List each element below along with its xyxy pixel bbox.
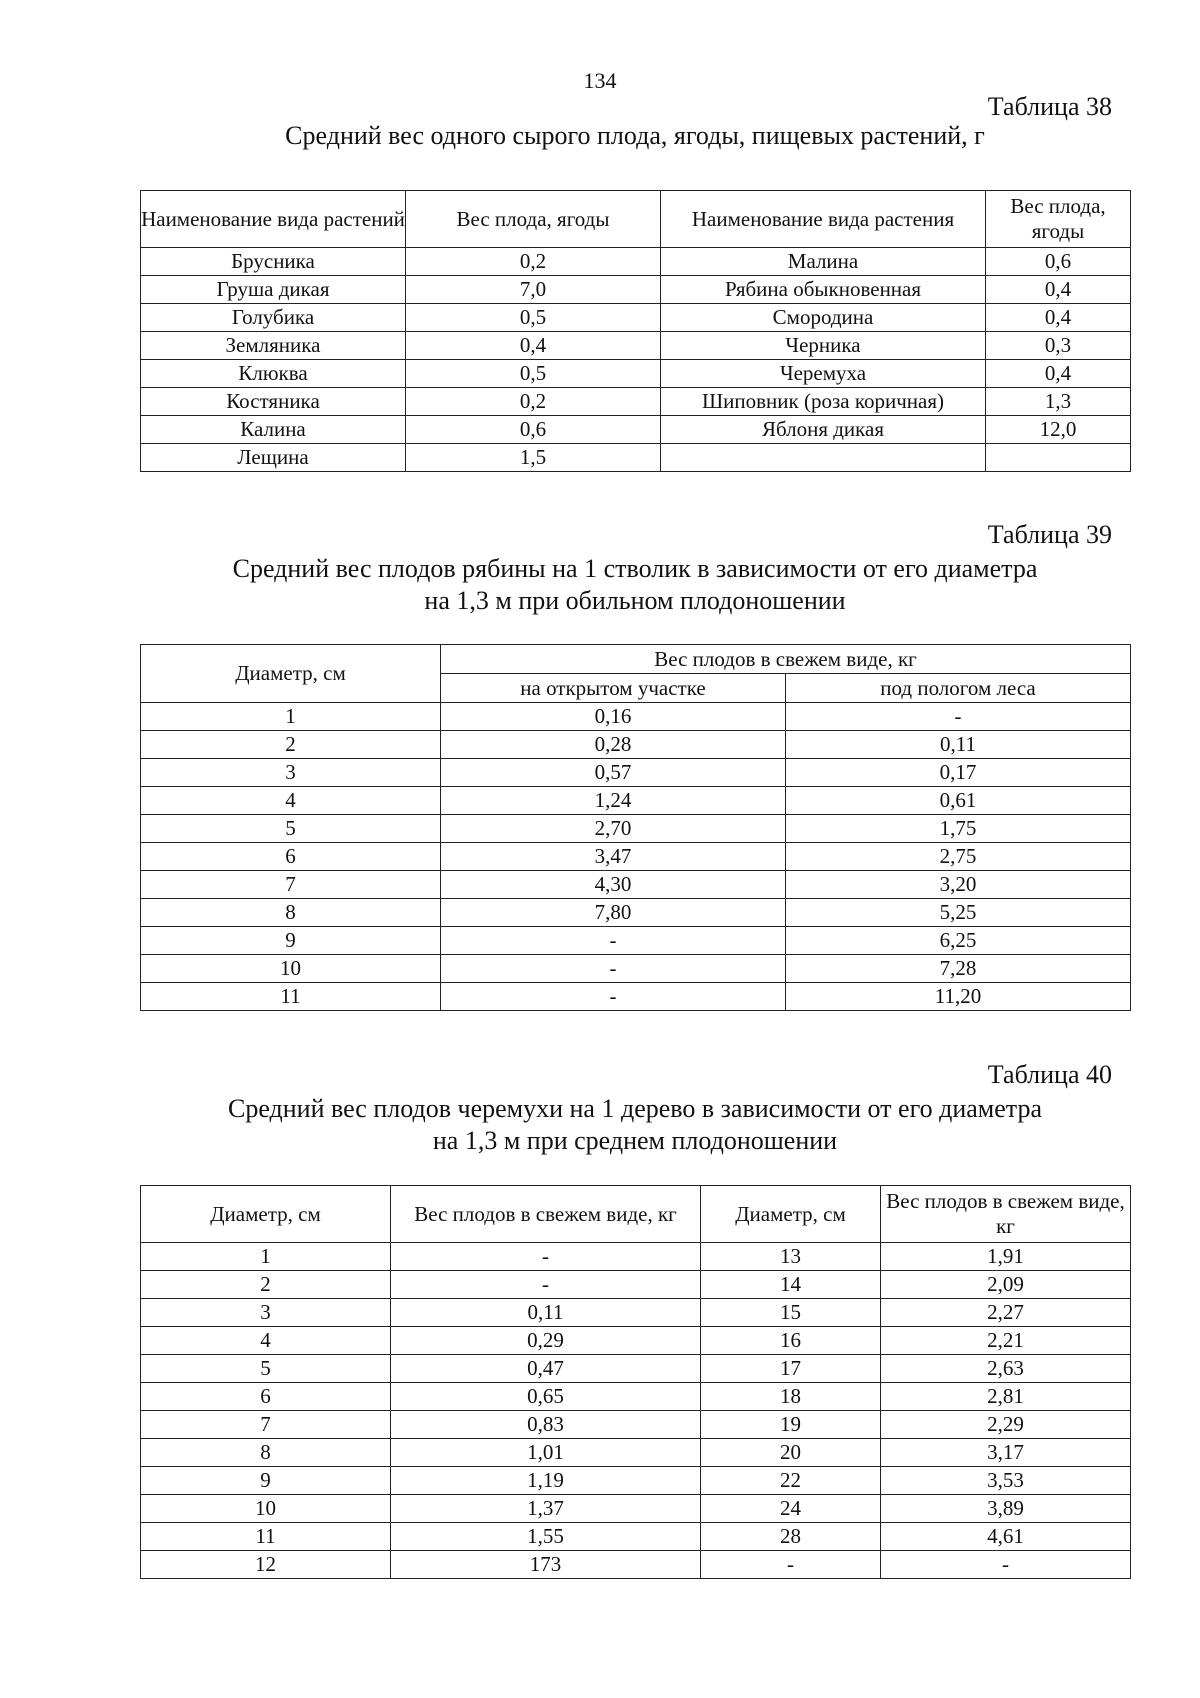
table-cell: Малина xyxy=(661,248,986,276)
table-cell: 28 xyxy=(701,1523,881,1551)
table-cell: 3,53 xyxy=(881,1467,1131,1495)
table-cell: 0,47 xyxy=(391,1355,701,1383)
table-cell: - xyxy=(701,1551,881,1579)
table-cell: 2,81 xyxy=(881,1383,1131,1411)
table-cell: 0,6 xyxy=(986,248,1131,276)
table-cell: 12,0 xyxy=(986,416,1131,444)
header-cell: Вес плода, ягоды xyxy=(986,191,1131,248)
table-cell: Голубика xyxy=(141,304,406,332)
table-cell: 9 xyxy=(141,1467,391,1495)
table-cell: 3,20 xyxy=(786,871,1131,899)
table-row xyxy=(141,248,1131,276)
table-row xyxy=(141,1495,1131,1523)
table-cell: Яблоня дикая xyxy=(661,416,986,444)
table-row xyxy=(141,1523,1131,1551)
table-row xyxy=(141,871,1131,899)
header-cell: Наименование вида растений xyxy=(141,191,406,248)
table-cell: 2,70 xyxy=(441,815,786,843)
header-cell: на открытом участке xyxy=(441,674,786,703)
table-cell: 0,4 xyxy=(986,304,1131,332)
table-row xyxy=(141,332,1131,360)
table-cell: Шиповник (роза коричная) xyxy=(661,388,986,416)
table-cell: 0,2 xyxy=(406,248,661,276)
table-cell: - xyxy=(391,1271,701,1299)
table-cell: - xyxy=(441,927,786,955)
table-cell: 0,17 xyxy=(786,759,1131,787)
table-cell: 3,89 xyxy=(881,1495,1131,1523)
table-cell: 12 xyxy=(141,1551,391,1579)
table-cell: 0,5 xyxy=(406,304,661,332)
caption-line: на 1,3 м при обильном плодоношении xyxy=(424,586,846,615)
table-cell: Груша дикая xyxy=(141,276,406,304)
table-cell: 1,24 xyxy=(441,787,786,815)
table-row xyxy=(141,843,1131,871)
table-cell: 173 xyxy=(391,1551,701,1579)
table-cell: 2,29 xyxy=(881,1411,1131,1439)
table-39-label: Таблица 39 xyxy=(987,520,1112,549)
table-cell: 0,16 xyxy=(441,703,786,731)
table-cell: 11,20 xyxy=(786,983,1131,1011)
table-cell xyxy=(661,444,986,472)
table-row xyxy=(141,416,1131,444)
table-cell: 0,61 xyxy=(786,787,1131,815)
table-40-caption xyxy=(140,1093,1130,1157)
table-cell: 1,3 xyxy=(986,388,1131,416)
table-cell: 17 xyxy=(701,1355,881,1383)
table-cell: 22 xyxy=(701,1467,881,1495)
table-cell: 1 xyxy=(141,703,441,731)
table-cell: Смородина xyxy=(661,304,986,332)
header-cell: Диаметр, см xyxy=(701,1186,881,1243)
table-row xyxy=(141,983,1131,1011)
table-cell: 2 xyxy=(141,731,441,759)
table-row xyxy=(141,1271,1131,1299)
header-cell: Вес плодов в свежем виде, кг xyxy=(881,1186,1131,1243)
header-cell: Диаметр, см xyxy=(141,1186,391,1243)
table-row xyxy=(141,815,1131,843)
table-row xyxy=(141,1439,1131,1467)
table-cell: 2,63 xyxy=(881,1355,1131,1383)
table-cell: Лещина xyxy=(141,444,406,472)
table-cell: 6,25 xyxy=(786,927,1131,955)
table-cell: 11 xyxy=(141,1523,391,1551)
table-cell: - xyxy=(881,1551,1131,1579)
table-cell: Брусника xyxy=(141,248,406,276)
table-row xyxy=(141,1299,1131,1327)
table-cell: 8 xyxy=(141,899,441,927)
table-row xyxy=(141,955,1131,983)
table-row xyxy=(141,1355,1131,1383)
table-cell: 0,5 xyxy=(406,360,661,388)
table-cell: 1,5 xyxy=(406,444,661,472)
table-cell: 1,91 xyxy=(881,1243,1131,1271)
table-cell: 6 xyxy=(141,843,441,871)
caption-line: Средний вес плодов черемухи на 1 дерево в зависимости от его диаметра xyxy=(227,1094,1042,1123)
table-cell: 14 xyxy=(701,1271,881,1299)
table-39-caption xyxy=(140,553,1130,617)
table-cell: 8 xyxy=(141,1439,391,1467)
table-cell: 9 xyxy=(141,927,441,955)
table-cell: 4 xyxy=(141,787,441,815)
table-cell: 7 xyxy=(141,1411,391,1439)
header-cell: Наименование вида растения xyxy=(661,191,986,248)
table-cell: 4,61 xyxy=(881,1523,1131,1551)
caption-line: Средний вес плодов рябины на 1 стволик в зависимости от его диаметра xyxy=(232,554,1038,583)
header-cell: под пологом леса xyxy=(786,674,1131,703)
table-cell: 2,21 xyxy=(881,1327,1131,1355)
table-cell: 7,0 xyxy=(406,276,661,304)
table-cell: 1,19 xyxy=(391,1467,701,1495)
table-cell: 0,4 xyxy=(986,276,1131,304)
page-number: 134 xyxy=(583,68,617,93)
table-row xyxy=(141,927,1131,955)
table-cell: - xyxy=(786,703,1131,731)
table-cell: Клюква xyxy=(141,360,406,388)
table-cell: 0,11 xyxy=(786,731,1131,759)
table-cell: 2,75 xyxy=(786,843,1131,871)
table-row xyxy=(141,759,1131,787)
table-cell: 0,2 xyxy=(406,388,661,416)
table-cell: 0,28 xyxy=(441,731,786,759)
table-cell: 10 xyxy=(141,955,441,983)
table-row xyxy=(141,1327,1131,1355)
table-row xyxy=(141,703,1131,731)
table-cell: Земляника xyxy=(141,332,406,360)
table-cell: - xyxy=(441,955,786,983)
table-cell: 6 xyxy=(141,1383,391,1411)
table-row xyxy=(141,388,1131,416)
table-row xyxy=(141,1243,1131,1271)
table-cell: 0,57 xyxy=(441,759,786,787)
table-cell: 3,47 xyxy=(441,843,786,871)
table-cell: 7,28 xyxy=(786,955,1131,983)
table-cell: 24 xyxy=(701,1495,881,1523)
header-cell: Вес плодов в свежем виде, кг xyxy=(391,1186,701,1243)
table-cell: Черника xyxy=(661,332,986,360)
table-cell: 0,4 xyxy=(406,332,661,360)
table-38-caption: Средний вес одного сырого плода, ягоды, пищевых растений, г xyxy=(285,121,985,150)
table-cell: 3 xyxy=(141,1299,391,1327)
table-cell: 10 xyxy=(141,1495,391,1523)
table-cell: Рябина обыкновенная xyxy=(661,276,986,304)
table-cell: 3,17 xyxy=(881,1439,1131,1467)
table-row xyxy=(141,304,1131,332)
table-cell: 11 xyxy=(141,983,441,1011)
table-cell: Черемуха xyxy=(661,360,986,388)
table-cell: 4,30 xyxy=(441,871,786,899)
table-cell xyxy=(986,444,1131,472)
table-40 xyxy=(140,1185,1131,1579)
table-cell: - xyxy=(391,1243,701,1271)
header-cell: Вес плода, ягоды xyxy=(406,191,661,248)
table-cell: 2,09 xyxy=(881,1271,1131,1299)
table-cell: 1,75 xyxy=(786,815,1131,843)
table-cell: 2 xyxy=(141,1271,391,1299)
table-cell: 15 xyxy=(701,1299,881,1327)
table-row xyxy=(141,1551,1131,1579)
table-40-label: Таблица 40 xyxy=(987,1060,1112,1089)
table-38 xyxy=(140,190,1131,472)
table-cell: 4 xyxy=(141,1327,391,1355)
table-cell: 2,27 xyxy=(881,1299,1131,1327)
table-row xyxy=(141,360,1131,388)
table-cell: 1,55 xyxy=(391,1523,701,1551)
header-cell: Диаметр, см xyxy=(141,645,441,703)
table-cell: 1,37 xyxy=(391,1495,701,1523)
table-cell: 7 xyxy=(141,871,441,899)
table-cell: 1 xyxy=(141,1243,391,1271)
table-cell: 19 xyxy=(701,1411,881,1439)
table-cell: Калина xyxy=(141,416,406,444)
table-row xyxy=(141,787,1131,815)
table-cell: 13 xyxy=(701,1243,881,1271)
table-cell: - xyxy=(441,983,786,1011)
table-cell: 0,65 xyxy=(391,1383,701,1411)
table-cell: 0,4 xyxy=(986,360,1131,388)
table-38-label: Таблица 38 xyxy=(987,92,1112,121)
table-header-row xyxy=(141,191,1131,248)
table-cell: 0,3 xyxy=(986,332,1131,360)
table-cell: 5,25 xyxy=(786,899,1131,927)
table-row xyxy=(141,899,1131,927)
caption-line: на 1,3 м при среднем плодоношении xyxy=(432,1126,838,1155)
table-cell: 1,01 xyxy=(391,1439,701,1467)
table-cell: Костяника xyxy=(141,388,406,416)
table-cell: 18 xyxy=(701,1383,881,1411)
table-row xyxy=(141,1411,1131,1439)
table-row xyxy=(141,444,1131,472)
table-cell: 0,83 xyxy=(391,1411,701,1439)
table-row xyxy=(141,731,1131,759)
table-row xyxy=(141,1383,1131,1411)
table-header-row xyxy=(141,645,1131,674)
table-39 xyxy=(140,644,1131,1011)
table-cell: 5 xyxy=(141,815,441,843)
table-cell: 0,11 xyxy=(391,1299,701,1327)
table-cell: 0,6 xyxy=(406,416,661,444)
table-cell: 16 xyxy=(701,1327,881,1355)
table-cell: 5 xyxy=(141,1355,391,1383)
table-header-row xyxy=(141,1186,1131,1243)
table-cell: 0,29 xyxy=(391,1327,701,1355)
table-row xyxy=(141,1467,1131,1495)
table-cell: 20 xyxy=(701,1439,881,1467)
table-cell: 7,80 xyxy=(441,899,786,927)
header-cell: Вес плодов в свежем виде, кг xyxy=(441,645,1131,674)
table-row xyxy=(141,276,1131,304)
table-cell: 3 xyxy=(141,759,441,787)
